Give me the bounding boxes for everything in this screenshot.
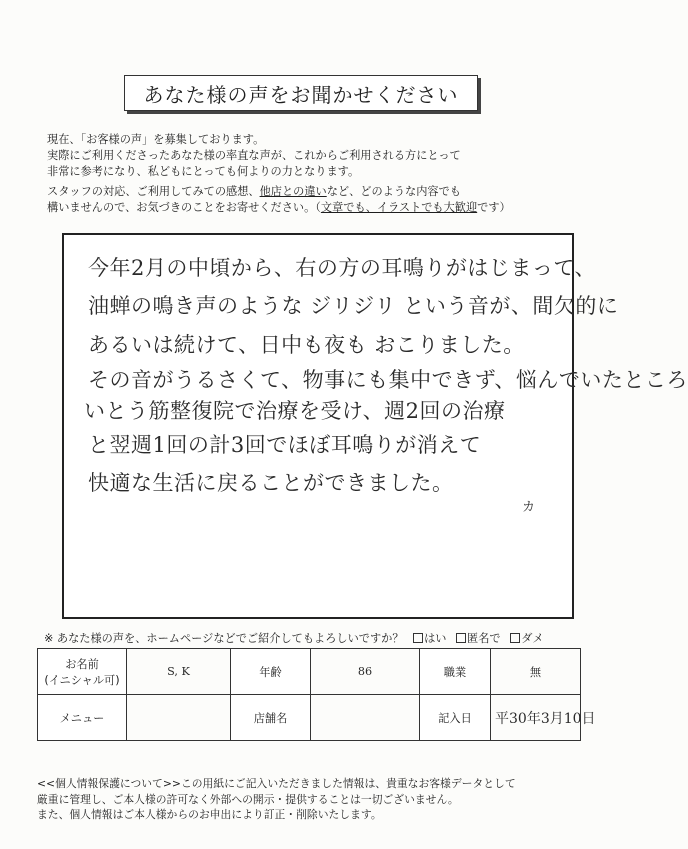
checkbox-yes[interactable] <box>413 633 423 643</box>
store-name-label: 店舗名 <box>231 695 311 741</box>
checkbox-no[interactable] <box>510 633 520 643</box>
store-name-field[interactable] <box>311 695 420 741</box>
name-label-cell <box>38 649 127 695</box>
handwritten-signature: カ <box>522 500 536 515</box>
page-title <box>124 75 478 111</box>
intro-line: 実際にご利用くださったあなた様の率直な声が、これからご利用される方にとって <box>47 149 461 162</box>
privacy-line: <<個人情報保護について>>この用紙にご記入いただきました情報は、貴重なお客様データとして <box>37 777 516 790</box>
checkbox-anonymous[interactable] <box>456 633 466 643</box>
entry-date-label: 記入日 <box>420 695 491 741</box>
handwritten-line: 今年2月の中頃から、右の方の耳鳴りがはじまって、 <box>88 256 596 280</box>
menu-label: メニュー <box>38 695 127 741</box>
privacy-line: 厳重に管理し、ご本人様の許可なく外部への開示・提供することは一切ございません。 <box>37 792 459 806</box>
intro-underlined-text: 文章でも、イラストでも大歓迎 <box>320 201 478 214</box>
age-label: 年齢 <box>231 649 311 695</box>
handwritten-line: いとう筋整復院で治療を受け、週2回の治療 <box>84 399 506 423</box>
form-row <box>38 649 581 695</box>
name-label: お名前 <box>65 657 99 671</box>
intro-text: 構いませんので、お気づきのことをお寄せください。（ <box>47 201 321 214</box>
intro-text: スタッフの対応、ご利用してみての感想、 <box>47 185 260 198</box>
option-anonymous-label: 匿名で <box>467 632 501 645</box>
customer-info-form <box>37 648 596 741</box>
handwritten-line: 油蝉の鳴き声のような ジリジリ という音が、間欠的に <box>88 294 619 318</box>
name-field[interactable]: S, K <box>127 649 231 695</box>
consent-question <box>44 630 544 646</box>
name-sublabel: (イニシャル可) <box>44 673 120 687</box>
menu-field[interactable] <box>127 695 231 741</box>
form-row <box>38 695 581 741</box>
intro-text: です） <box>477 201 511 214</box>
occupation-field[interactable]: 無 <box>491 649 581 695</box>
handwritten-line: その音がうるさくて、物事にも集中できず、悩んでいたところ <box>88 368 688 392</box>
intro-line <box>47 200 511 216</box>
intro-paragraph-2 <box>47 184 511 216</box>
intro-line <box>47 184 511 200</box>
age-field[interactable]: 86 <box>311 649 420 695</box>
intro-line: 非常に参考になり、私どもにとっても何よりの力となります。 <box>47 165 360 178</box>
privacy-notice <box>37 776 516 823</box>
intro-paragraph-1 <box>47 132 461 180</box>
intro-text: など、どのような内容でも <box>326 185 461 198</box>
handwritten-line: あるいは続けて、日中も夜も おこりました。 <box>88 333 525 357</box>
handwritten-line: と翌週1回の計3回でほぼ耳鳴りが消えて <box>88 433 482 457</box>
option-yes-label: はい <box>424 632 447 645</box>
handwritten-line: 快適な生活に戻ることができました。 <box>88 471 454 495</box>
consent-question-text: ※ あなた様の声を、ホームページなどでご紹介してもよろしいですか？ <box>44 632 404 645</box>
intro-line: 現在、「お客様の声」を募集しております。 <box>47 133 265 146</box>
intro-underlined-text: 他店との違い <box>259 185 327 198</box>
occupation-label: 職業 <box>420 649 491 695</box>
option-no-label: ダメ <box>521 632 544 645</box>
privacy-line: また、個人情報はご本人様からのお申出により訂正・削除いたします。 <box>37 808 382 821</box>
page-title-text: あなた様の声をお聞かせください <box>143 82 459 107</box>
entry-date-field[interactable]: 平30年3月10日 <box>491 695 581 741</box>
